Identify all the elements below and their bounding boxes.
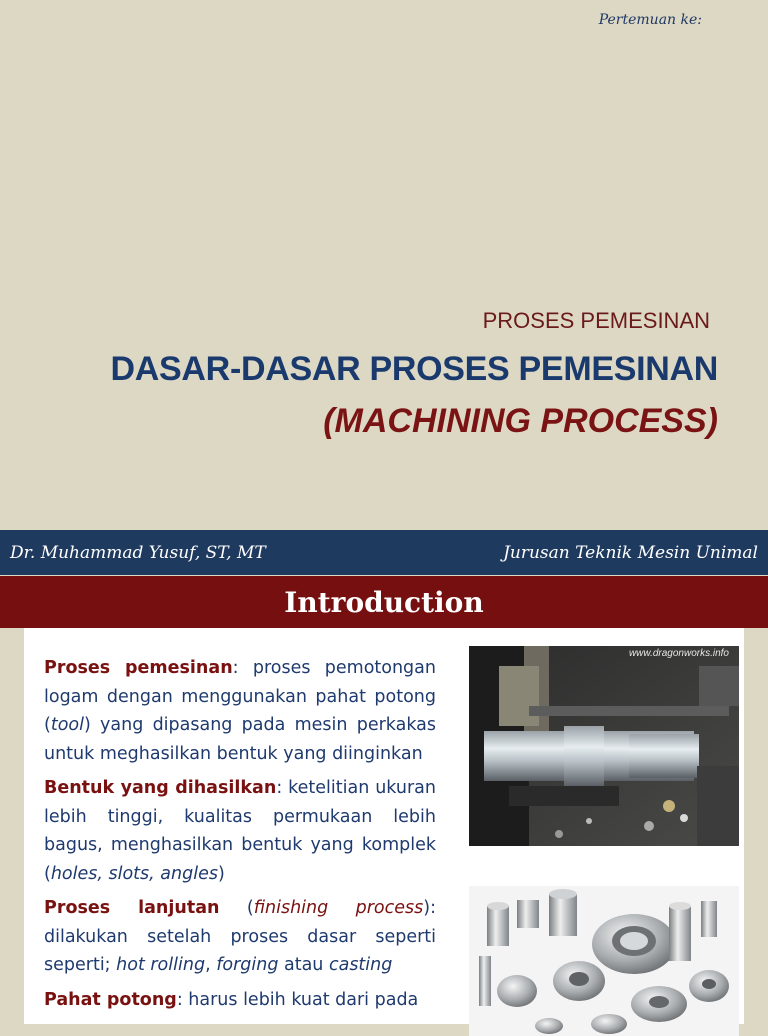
- paragraph-text: ,: [205, 955, 217, 975]
- meeting-label: Pertemuan ke:: [598, 12, 702, 28]
- italic-text: tool: [50, 715, 84, 735]
- course-name: PROSES PEMESINAN: [482, 308, 710, 333]
- paragraph-text: ) yang dipasang pada mesin perkakas untuk meghasilkan bentuk yang diinginkan: [44, 715, 436, 764]
- slide-title: DASAR-DASAR PROSES PEMESINAN: [110, 350, 718, 388]
- paragraph-text: : ketelitian ukuran lebih tinggi, kualitas permukaan lebih bagus, menghasilkan bentuk yang komplek (: [44, 778, 436, 884]
- department-name: Jurusan Teknik Mesin Unimal: [503, 542, 758, 563]
- machined-parts-photo: [469, 886, 739, 1036]
- paragraph-text: : proses pemotongan logam dengan menggunakan pahat potong (: [44, 658, 436, 735]
- lathe-photo-illustration: [469, 646, 739, 846]
- term-label: Proses pemesinan: [44, 658, 233, 678]
- paragraph-text: (: [219, 898, 254, 918]
- lathe-machining-photo: [469, 646, 739, 846]
- paragraph-cutting-tool: [44, 986, 436, 1015]
- paragraph-text: : harus lebih kuat dari pada: [176, 989, 419, 1010]
- italic-text: forging: [216, 955, 279, 975]
- paragraph-text: ): dilakukan setelah proses dasar seperti seperti;: [44, 898, 436, 975]
- italic-text: holes, slots, angles: [50, 863, 218, 884]
- section-header: [0, 576, 768, 628]
- paragraph-further-process: [44, 894, 436, 980]
- italic-text: finishing process: [253, 898, 424, 918]
- italic-text: hot rolling: [116, 955, 206, 975]
- text-column: [44, 654, 436, 1020]
- author-name: Dr. Muhammad Yusuf, ST, MT: [10, 542, 266, 563]
- paragraph-resulting-shape: [44, 774, 436, 888]
- term-label: Bentuk yang dihasilkan: [44, 778, 277, 798]
- paragraph-text: atau: [278, 955, 329, 975]
- paragraph-text: ): [217, 863, 225, 884]
- term-label: Pahat potong: [44, 989, 177, 1010]
- photo-watermark: www.dragonworks.info: [628, 648, 729, 659]
- machined-parts-illustration: [469, 886, 739, 1036]
- term-label: Proses lanjutan: [44, 898, 220, 918]
- slide-subtitle: (MACHINING PROCESS): [323, 402, 718, 440]
- content-panel: [24, 628, 744, 1024]
- author-bar: [0, 530, 768, 575]
- section-heading: Introduction: [284, 585, 484, 619]
- italic-text: casting: [328, 955, 393, 975]
- paragraph-machining-process: [44, 654, 436, 768]
